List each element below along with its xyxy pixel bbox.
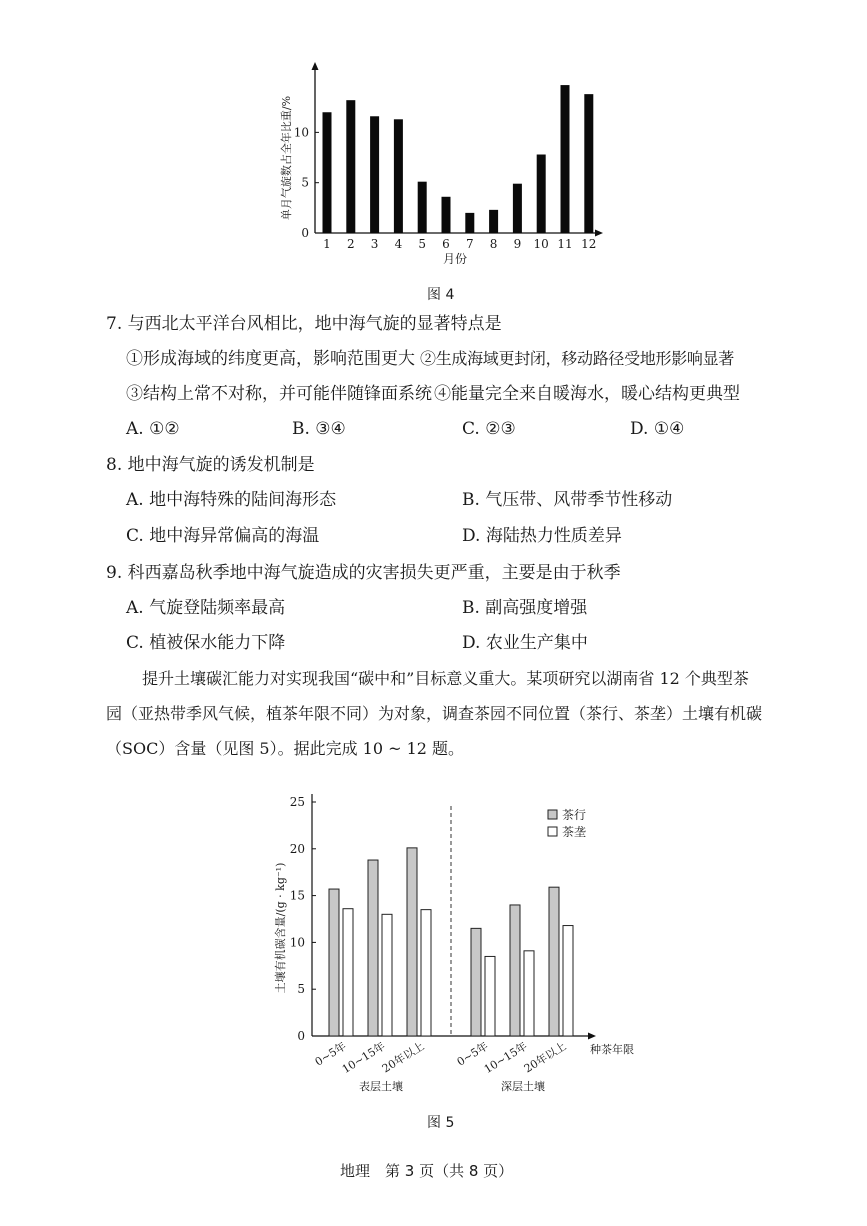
question-8-stem: 8. 地中海气旋的诱发机制是 <box>106 455 315 475</box>
y-axis-label: 单月气旋数占全年比重/% <box>280 95 293 221</box>
x-tick-label: 10~15年 <box>481 1039 530 1077</box>
x-tick-label: 20年以上 <box>379 1039 427 1076</box>
x-tick-label: 9 <box>513 237 522 251</box>
q8-option-c: C. 地中海异常偏高的海温 <box>126 526 320 546</box>
x-tick-label: 3 <box>370 237 379 251</box>
figure-5-chart <box>0 780 867 1110</box>
group-label: 表层土壤 <box>359 1080 403 1093</box>
bar-5 <box>418 182 427 233</box>
legend-swatch-茶垄 <box>548 827 557 836</box>
bar-1 <box>323 112 332 233</box>
q9-option-a: A. 气旋登陆频率最高 <box>126 598 286 618</box>
page-footer: 地理 第 3 页（共 8 页） <box>340 1162 514 1180</box>
q8-option-d: D. 海陆热力性质差异 <box>462 526 622 546</box>
bar-7 <box>465 213 474 233</box>
bar-茶垄-深层土壤-10~15年 <box>524 951 534 1036</box>
legend-label: 茶行 <box>562 808 587 822</box>
q8-option-b: B. 气压带、风带季节性移动 <box>462 490 673 510</box>
figure-4-chart <box>0 0 867 285</box>
q7-statement-1: ①形成海域的纬度更高，影响范围更大 <box>126 349 415 369</box>
bar-2 <box>346 100 355 233</box>
y-tick-label: 10 <box>289 935 305 950</box>
figure-4-caption: 图 4 <box>427 287 455 303</box>
x-tick-label: 0~5年 <box>312 1039 349 1069</box>
figure-5-caption: 图 5 <box>427 1115 455 1131</box>
bar-茶行-深层土壤-10~15年 <box>510 905 520 1036</box>
x-tick-label: 6 <box>442 237 450 251</box>
x-tick-label: 20年以上 <box>521 1039 569 1076</box>
y-tick-label: 0 <box>301 226 309 240</box>
q7-statement-4: ④能量完全来自暖海水，暖心结构更典型 <box>434 384 740 404</box>
q9-option-c: C. 植被保水能力下降 <box>126 633 286 653</box>
y-tick-label: 0 <box>297 1029 305 1043</box>
bar-6 <box>442 197 451 233</box>
x-tick-label: 5 <box>418 237 427 251</box>
bar-茶行-深层土壤-20年以上 <box>549 887 559 1036</box>
question-7-stem: 7. 与西北太平洋台风相比，地中海气旋的显著特点是 <box>106 314 502 334</box>
passage-line-1: 提升土壤碳汇能力对实现我国“碳中和”目标意义重大。某项研究以湖南省 12 个典型茶 <box>142 669 749 688</box>
bar-茶行-深层土壤-0~5年 <box>471 928 481 1036</box>
q7-option-d: D. ①④ <box>630 419 685 439</box>
bar-9 <box>513 184 522 233</box>
legend-swatch-茶行 <box>548 810 557 819</box>
y-tick-label: 5 <box>297 982 305 997</box>
x-tick-label: 10~15年 <box>339 1039 388 1077</box>
q8-option-a: A. 地中海特殊的陆间海形态 <box>126 490 337 510</box>
bar-12 <box>584 94 593 233</box>
q7-option-c: C. ②③ <box>462 419 516 439</box>
bar-茶行-表层土壤-20年以上 <box>407 848 417 1036</box>
x-tick-label: 7 <box>465 237 474 251</box>
bar-茶垄-表层土壤-20年以上 <box>421 910 431 1036</box>
q9-option-d: D. 农业生产集中 <box>462 633 588 653</box>
bar-3 <box>370 116 379 233</box>
passage-line-2: 园（亚热带季风气候，植茶年限不同）为对象，调查茶园不同位置（茶行、茶垄）土壤有机碳 <box>106 704 763 723</box>
x-axis-arrow <box>588 1033 596 1040</box>
q7-statement-3: ③结构上常不对称，并可能伴随锋面系统 <box>126 384 432 404</box>
group-label: 深层土壤 <box>501 1080 545 1093</box>
x-tick-label: 4 <box>394 237 403 251</box>
y-tick-label: 25 <box>289 795 305 809</box>
q7-option-b: B. ③④ <box>292 419 346 439</box>
question-9-stem: 9. 科西嘉岛秋季地中海气旋造成的灾害损失更严重，主要是由于秋季 <box>106 563 621 583</box>
bar-8 <box>489 210 498 233</box>
passage-line-3: （SOC）含量（见图 5）。据此完成 10 ~ 12 题。 <box>106 739 465 758</box>
bar-4 <box>394 119 403 233</box>
bar-茶垄-表层土壤-10~15年 <box>382 914 392 1036</box>
y-axis-label: 土壤有机碳含量/(g · kg⁻¹) <box>274 862 287 994</box>
y-tick-label: 10 <box>293 125 309 140</box>
x-tick-label: 10 <box>533 237 549 251</box>
y-tick-label: 20 <box>289 841 305 856</box>
bar-10 <box>537 155 546 233</box>
bar-茶垄-深层土壤-0~5年 <box>485 956 495 1036</box>
legend-label: 茶垄 <box>562 825 587 839</box>
y-axis-arrow <box>312 62 319 70</box>
y-tick-label: 15 <box>289 888 305 903</box>
x-tick-label: 0~5年 <box>454 1039 491 1069</box>
x-axis-label: 月份 <box>442 252 468 266</box>
q7-option-a: A. ①② <box>126 419 180 439</box>
y-tick-label: 5 <box>301 175 309 190</box>
bar-11 <box>561 85 570 233</box>
q7-statement-2: ②生成海域更封闭，移动路径受地形影响显著 <box>420 349 735 368</box>
x-tick-label: 8 <box>489 237 498 251</box>
bar-茶行-表层土壤-0~5年 <box>329 889 339 1036</box>
x-tick-label: 2 <box>346 237 355 251</box>
bar-茶垄-表层土壤-0~5年 <box>343 909 353 1036</box>
q9-option-b: B. 副高强度增强 <box>462 598 588 618</box>
bar-茶垄-深层土壤-20年以上 <box>563 926 573 1036</box>
x-axis-label: 种茶年限 <box>590 1043 634 1056</box>
bar-茶行-表层土壤-10~15年 <box>368 860 378 1036</box>
x-tick-label: 12 <box>581 237 597 251</box>
x-tick-label: 11 <box>557 237 573 251</box>
x-tick-label: 1 <box>323 237 331 251</box>
x-axis-arrow <box>595 230 603 237</box>
